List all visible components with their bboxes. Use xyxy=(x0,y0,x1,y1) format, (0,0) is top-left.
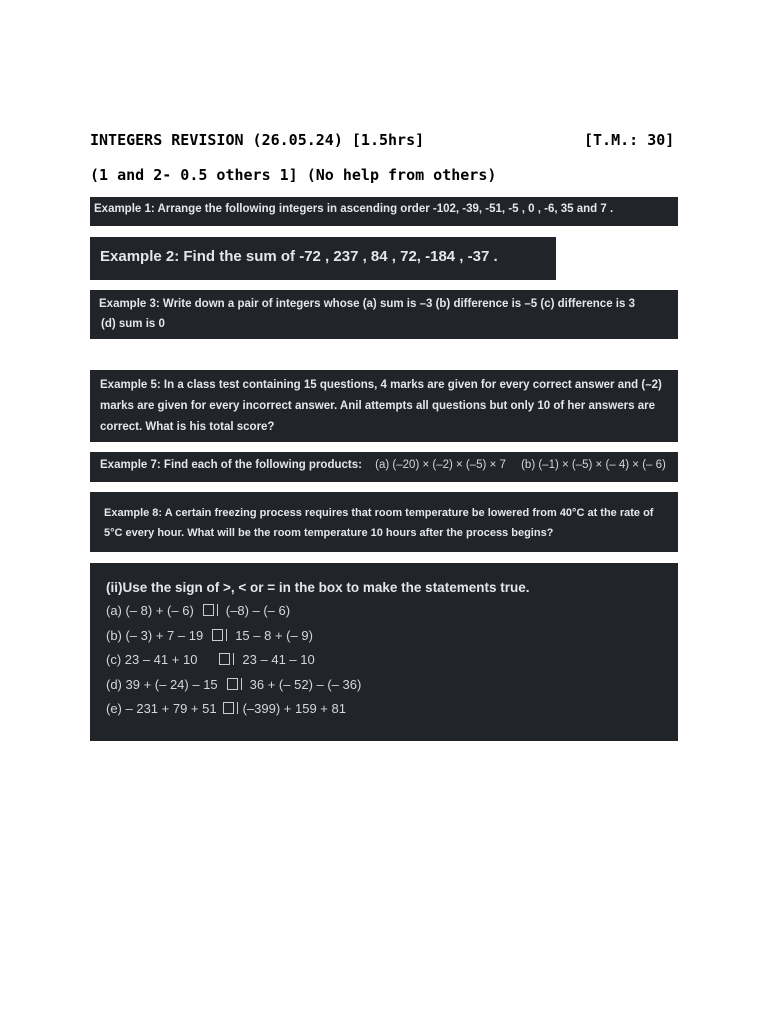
answer-box-d[interactable] xyxy=(227,678,238,690)
example-8-line-2: 5°C every hour. What will be the room temperature 10 hours after the process begins? xyxy=(104,527,554,539)
example-3-box xyxy=(90,290,678,339)
statement-e xyxy=(106,697,662,722)
statement-a xyxy=(106,599,662,624)
example-5-line-2: marks are given for every incorrect answer. Anil attempts all questions but only 10 of her answers are xyxy=(100,400,655,412)
statement-c-right: 23 – 41 – 10 xyxy=(242,652,315,667)
answer-box-e[interactable] xyxy=(223,702,234,714)
example-5-line-3: correct. What is his total score? xyxy=(100,421,275,433)
example-2-text: Example 2: Find the sum of -72 , 237 , 84 , 72, -184 , -37 . xyxy=(100,248,498,265)
statement-c-left: (c) 23 – 41 + 10 xyxy=(106,652,198,667)
statement-e-right: (–399) + 159 + 81 xyxy=(242,701,346,716)
statement-a-left: (a) (– 8) + (– 6) xyxy=(106,603,194,618)
statement-d-left: (d) 39 + (– 24) – 15 xyxy=(106,676,218,692)
example-7-box xyxy=(90,452,678,482)
example-1-box xyxy=(90,197,678,226)
example-2-box xyxy=(90,237,556,280)
example-8-line-1: Example 8: A certain freezing process requires that room temperature be lowered from 40°C at the rate of xyxy=(104,507,654,519)
statement-b-left: (b) (– 3) + 7 – 19 xyxy=(106,627,204,643)
statement-b xyxy=(106,624,662,649)
example-5-box xyxy=(90,370,678,442)
example-1-text: Example 1: Arrange the following integers in ascending order -102, -39, -51, -5 , 0 , -6, 35 and 7 . xyxy=(94,203,614,215)
answer-box-c[interactable] xyxy=(219,653,230,665)
total-marks: [T.M.: 30] xyxy=(584,131,675,149)
example-3-line-1: Example 3: Write down a pair of integers whose (a) sum is –3 (b) difference is –5 (c) difference is 3 xyxy=(99,298,635,310)
statement-a-right: (–8) – (– 6) xyxy=(225,603,291,618)
marking-instructions: (1 and 2- 0.5 others 1] (No help from others) xyxy=(90,166,497,184)
example-5-line-1: Example 5: In a class test containing 15 questions, 4 marks are given for every correct answer and (–2) xyxy=(100,379,662,391)
statement-d-right: 36 + (– 52) – (– 36) xyxy=(249,676,362,692)
example-7-part-b: (b) (–1) × (–5) × (– 4) × (– 6) xyxy=(521,459,666,471)
example-7-label: Example 7: Find each of the following products: xyxy=(100,459,362,471)
worksheet-title: INTEGERS REVISION (26.05.24) [1.5hrs] xyxy=(90,131,425,149)
answer-box-a[interactable] xyxy=(203,604,214,616)
statement-d xyxy=(106,673,662,698)
sign-comparison-title: (ii)Use the sign of >, < or = in the box to make the statements true. xyxy=(106,580,530,595)
answer-box-b[interactable] xyxy=(212,629,223,641)
statement-e-left: (e) – 231 + 79 + 51 xyxy=(106,701,217,716)
statement-c xyxy=(106,648,662,673)
sign-comparison-box xyxy=(90,563,678,741)
example-7-part-a: (a) (–20) × (–2) × (–5) × 7 xyxy=(375,459,506,471)
statement-b-right: 15 – 8 + (– 9) xyxy=(235,627,313,643)
example-3-line-2: (d) sum is 0 xyxy=(101,318,165,330)
example-8-box xyxy=(90,492,678,552)
